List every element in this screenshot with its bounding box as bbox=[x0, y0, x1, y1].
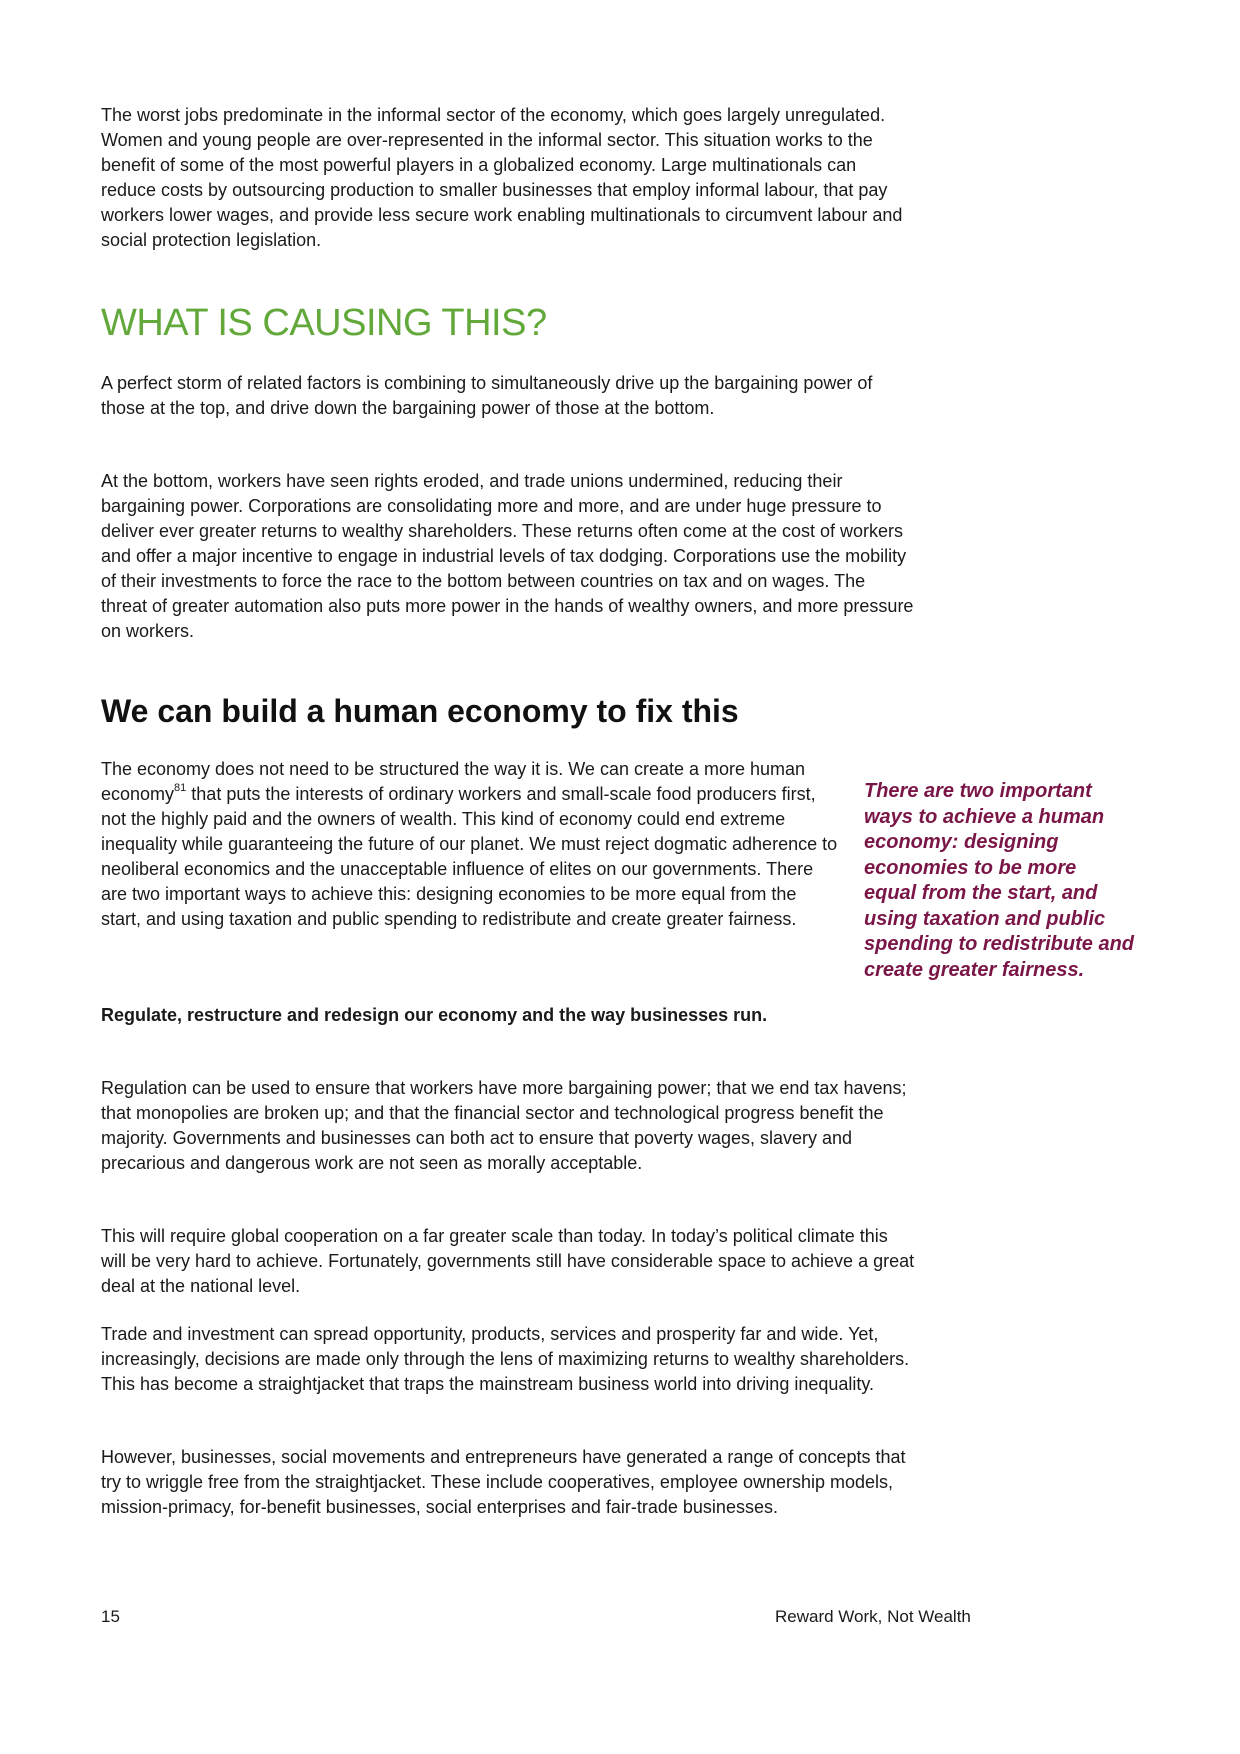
section-heading: WHAT IS CAUSING THIS? bbox=[101, 302, 547, 344]
paragraph-at-the-bottom: At the bottom, workers have seen rights eroded, and trade unions undermined, reducing their bargaining power. Corporations are consolidating more and more, and are under huge pressure to deliver ever greater returns to wealthy shareholders. These returns often come at the cost of workers and offer a major incentive to engage in industrial levels of tax dodging. Corporations use the mobility of their investments to force the race to the bottom between countries on tax and on wages. The threat of greater automation also puts more power in the hands of wealthy owners, and more pressure on workers. bbox=[101, 471, 914, 641]
pull-quote: There are two important ways to achieve a human economy: designing economies to be more equal from the start, and using taxation and public spending to redistribute and create greater fairness. bbox=[864, 780, 1135, 981]
paragraph-global-cooperation: This will require global cooperation on a far greater scale than today. In today’s political climate this will be very hard to achieve. Fortunately, governments still have considerable space to achieve a great deal at the national level. bbox=[101, 1226, 915, 1296]
footnote-reference: 81 bbox=[174, 782, 187, 794]
paragraph-human-economy-end: that puts the interests of ordinary workers and small-scale food producers first, not the highly paid and the owners of wealth. This kind of economy could end extreme inequality while guaranteeing the future of our planet. We must reject dogmatic adherence to neoliberal economics and the unacceptable influence of elites on our governments. There are two important ways to achieve this: designing economies to be more equal from the start, and using taxation and public spending to redistribute and create greater fairness. bbox=[101, 784, 838, 929]
paragraph-businesses-movements: However, businesses, social movements and entrepreneurs have generated a range of concepts that try to wriggle free from the straightjacket. These include cooperatives, employee ownership models, mission-primacy, for-benefit businesses, social enterprises and fair-trade businesses. bbox=[101, 1447, 906, 1517]
paragraph-trade-investment: Trade and investment can spread opportunity, products, services and prosperity far and wide. Yet, increasingly, decisions are made only through the lens of maximizing returns to wealthy shareholders. This has become a straightjacket that traps the mainstream business world into driving inequality. bbox=[101, 1324, 910, 1394]
paragraph-perfect-storm: A perfect storm of related factors is combining to simultaneously drive up the bargaining power of those at the top, and drive down the bargaining power of those at the bottom. bbox=[101, 373, 873, 418]
paragraph-human-economy bbox=[101, 757, 841, 932]
paragraph-informal-sector: The worst jobs predominate in the informal sector of the economy, which goes largely unregulated. Women and young people are over-represented in the informal sector. This situation works to the benefit of some of the most powerful players in a globalized economy. Large multinationals can reduce costs by outsourcing production to smaller businesses that employ informal labour, that pay workers lower wages, and provide less secure work enabling multinationals to circumvent labour and social protection legislation. bbox=[101, 105, 903, 250]
paragraph-human-economy-start: The economy does not need to be structured the way it is. We can create a more human economy bbox=[101, 759, 806, 804]
paragraph-regulation: Regulation can be used to ensure that workers have more bargaining power; that we end tax havens; that monopolies are broken up; and that the financial sector and technological progress benefit the majority. Governments and businesses can both act to ensure that poverty wages, slavery and precarious and dangerous work are not seen as morally acceptable. bbox=[101, 1078, 907, 1173]
page-number: 15 bbox=[101, 1607, 120, 1626]
bold-paragraph-heading: Regulate, restructure and redesign our economy and the way businesses run. bbox=[101, 1005, 768, 1025]
subsection-heading: We can build a human economy to fix this bbox=[101, 693, 739, 729]
report-title: Reward Work, Not Wealth bbox=[775, 1607, 971, 1626]
